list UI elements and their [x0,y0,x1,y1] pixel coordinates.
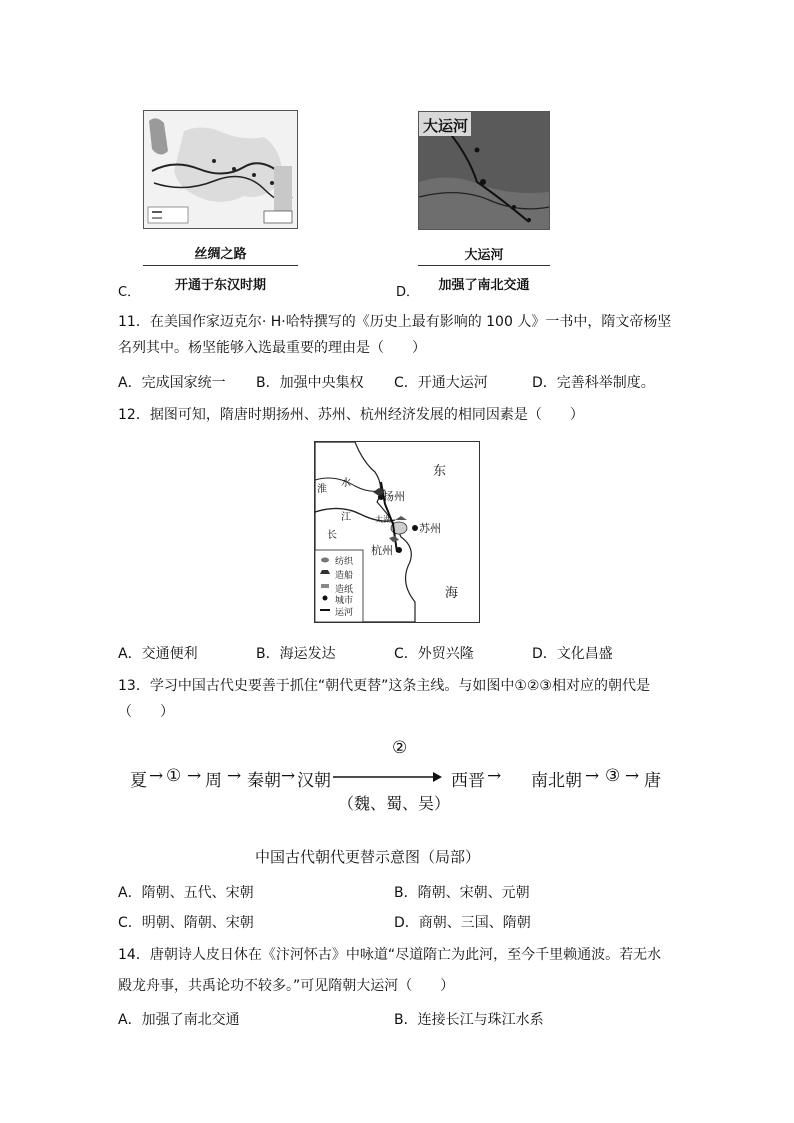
q11-option-c[interactable]: C．开通大运河 [394,375,488,391]
flow-zhou: 周 [205,771,222,791]
q12-option-d[interactable]: D．文化昌盛 [532,646,613,662]
map-legend-2: 造船 [335,571,354,581]
map-label-dong: 东 [433,464,447,479]
q13-option-a[interactable]: A．隋朝、五代、宋朝 [118,885,254,901]
map-label-hangzhou: 杭州 [371,544,393,557]
flow-three: ③ [605,766,621,786]
flow-qin: 秦朝 [247,771,281,791]
q13-option-b[interactable]: B．隋朝、宋朝、元朝 [394,885,530,901]
grand-canal-caption: 大运河 [464,248,504,263]
map-label-shui: 水 [341,478,351,489]
map-legend-4: 城市 [335,596,354,606]
grand-canal-map-label: 大运河 [423,117,469,135]
q12-option-c[interactable]: C．外贸兴隆 [394,646,474,662]
flow-arrow-5: → [487,766,502,786]
map-legend-1: 纺织 [335,557,354,567]
q13-option-c[interactable]: C．明朝、隋朝、宋朝 [118,915,254,931]
q13-line2: （ ） [118,704,174,720]
flow-arrow-1: → [149,766,164,786]
q14-option-b[interactable]: B．连接长江与珠江水系 [394,1012,544,1028]
map-label-taihu: 太湖 [375,515,391,524]
silk-road-note: 开通于东汉时期 [174,278,266,293]
map-label-huai: 淮 [317,484,327,495]
flow-nbc: 南北朝 [531,771,582,791]
map-label-suzhou: 苏州 [419,522,441,535]
flow-long-arrow [333,771,443,783]
q11-line2: 名列其中。杨坚能够入选最重要的理由是（ ） [118,340,426,356]
map-label-chang: 长 [327,530,337,541]
q11-line1: 11．在美国作家迈克尔· H·哈特撰写的《历史上最有影响的 100 人》一书中，隋文帝杨坚 [118,314,672,330]
flow-arrow-4: → [281,766,296,786]
flow-xijin: 西晋 [451,771,485,791]
q12-map [314,441,480,623]
q12-line1: 12．据图可知，隋唐时期扬州、苏州、杭州经济发展的相同因素是（ ） [118,407,584,423]
flow-title: 中国古代朝代更替示意图（局部） [255,848,481,866]
q11-option-a[interactable]: A．完成国家统一 [118,375,226,391]
flow-arrow-2: → [187,766,202,786]
flow-arrow-3: → [227,766,242,786]
q14-line2: 殿龙舟事，共禹论功不较多。”可见隋朝大运河（ ） [118,978,455,994]
q12-option-a[interactable]: A．交通便利 [118,646,198,662]
q12-option-b[interactable]: B．海运发达 [256,646,336,662]
q14-option-a[interactable]: A．加强了南北交通 [118,1012,240,1028]
flow-arrow-7: → [625,766,640,786]
q13-option-d[interactable]: D．商朝、三国、隋朝 [394,915,531,931]
flow-wsw: （魏、蜀、吴） [338,794,451,813]
grand-canal-note: 加强了南北交通 [438,278,530,293]
q11-option-d[interactable]: D．完善科举制度。 [532,375,655,391]
silk-road-map-icon [144,111,297,228]
flow-one: ① [166,766,182,786]
map-legend-5: 运河 [335,608,354,618]
q11-option-b[interactable]: B．加强中央集权 [256,375,364,391]
q13-line1: 13．学习中国古代史要善于抓住“朝代更替”这条主线。与如图中①②③相对应的朝代是 [118,678,650,694]
silk-road-rule [143,265,298,266]
flow-han: 汉朝 [297,771,331,791]
map-label-jiang: 江 [341,512,351,523]
flow-two: ② [392,738,408,758]
grand-canal-map [418,111,550,230]
grand-canal-rule [418,265,550,266]
map-label-hai: 海 [445,586,459,601]
q14-line1: 14．唐朝诗人皮日休在《汴河怀古》中咏道“尽道隋亡为此河，至今千里赖通波。若无水 [118,947,662,963]
flow-tang: 唐 [644,771,661,791]
map-legend-3: 造纸 [335,585,354,595]
silk-road-caption: 丝绸之路 [194,247,247,262]
option-c-letter: C． [118,285,141,300]
option-d-letter: D． [396,285,420,300]
silk-road-map [143,110,298,229]
flow-xia: 夏 [130,771,147,791]
map-label-yangzhou: 扬州 [383,490,405,503]
flow-arrow-6: → [585,766,600,786]
